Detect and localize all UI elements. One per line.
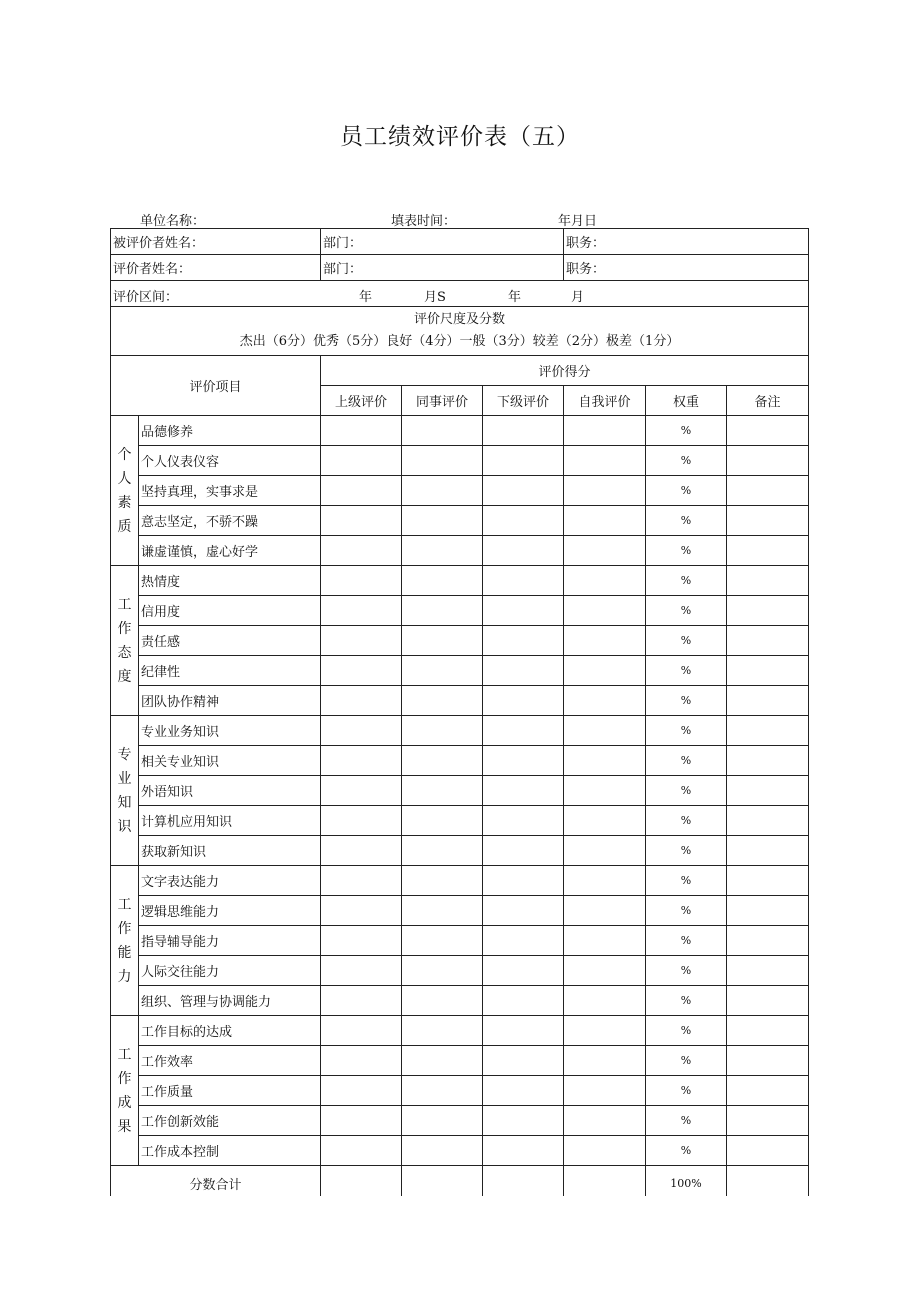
table-row — [111, 926, 809, 956]
self-score-cell[interactable] — [564, 506, 646, 536]
self-score-cell[interactable] — [564, 956, 646, 986]
subordinate-score-cell[interactable] — [483, 836, 564, 866]
peer-score-cell[interactable] — [402, 836, 483, 866]
peer-score-cell[interactable] — [402, 1136, 483, 1166]
column-header-row-1 — [111, 356, 809, 386]
table-row — [111, 596, 809, 626]
position-label-2[interactable]: 职务： — [564, 255, 809, 281]
table-row — [111, 446, 809, 476]
category-char: 个 — [117, 446, 132, 463]
remark-cell[interactable] — [727, 506, 809, 536]
self-score-cell[interactable] — [564, 566, 646, 596]
item-label: 工作质量 — [139, 1076, 321, 1106]
remark-header: 备注 — [727, 386, 809, 416]
remark-cell[interactable] — [727, 776, 809, 806]
remark-cell[interactable] — [727, 1046, 809, 1076]
weight-cell[interactable]: % — [646, 836, 727, 866]
score-group-header: 评价得分 — [321, 356, 809, 386]
self-score-cell[interactable] — [564, 656, 646, 686]
category-char: 工 — [117, 1046, 132, 1063]
superior-score-cell[interactable] — [321, 956, 402, 986]
item-label: 意志坚定，不骄不躁 — [139, 506, 321, 536]
peer-header: 同事评价 — [402, 386, 483, 416]
peer-score-cell[interactable] — [402, 716, 483, 746]
subordinate-score-cell[interactable] — [483, 866, 564, 896]
self-score-cell[interactable] — [564, 1106, 646, 1136]
self-score-cell[interactable] — [564, 536, 646, 566]
total-remark-cell[interactable] — [727, 1166, 809, 1196]
total-label: 分数合计 — [111, 1166, 321, 1196]
total-weight-cell: 100% — [646, 1166, 727, 1196]
self-score-cell[interactable] — [564, 1046, 646, 1076]
category-char: 果 — [117, 1118, 132, 1135]
item-label: 获取新知识 — [139, 836, 321, 866]
period-month-2: 月 — [571, 290, 585, 305]
category-char: 态 — [117, 644, 132, 661]
peer-score-cell[interactable] — [402, 416, 483, 446]
period-label: 评价区间： — [113, 290, 179, 305]
item-label: 个人仪表仪容 — [139, 446, 321, 476]
subordinate-score-cell[interactable] — [483, 566, 564, 596]
category-label — [111, 866, 139, 1016]
weight-cell[interactable]: % — [646, 626, 727, 656]
weight-cell[interactable]: % — [646, 686, 727, 716]
weight-cell[interactable]: % — [646, 506, 727, 536]
period-cell[interactable] — [111, 281, 809, 307]
self-score-cell[interactable] — [564, 716, 646, 746]
remark-cell[interactable] — [727, 1076, 809, 1106]
remark-cell[interactable] — [727, 416, 809, 446]
item-label: 组织、管理与协调能力 — [139, 986, 321, 1016]
subordinate-score-cell[interactable] — [483, 656, 564, 686]
scale-row — [111, 307, 809, 356]
weight-cell[interactable]: % — [646, 956, 727, 986]
subordinate-score-cell[interactable] — [483, 896, 564, 926]
dept-label[interactable]: 部门： — [321, 229, 564, 255]
item-label: 坚持真理，实事求是 — [139, 476, 321, 506]
category-char: 作 — [117, 620, 132, 637]
weight-cell[interactable]: % — [646, 596, 727, 626]
self-score-cell[interactable] — [564, 776, 646, 806]
weight-cell[interactable]: % — [646, 776, 727, 806]
table-row — [111, 1106, 809, 1136]
evaluator-row — [111, 255, 809, 281]
subordinate-score-cell[interactable] — [483, 1046, 564, 1076]
table-row — [111, 686, 809, 716]
table-row — [111, 956, 809, 986]
self-score-cell[interactable] — [564, 896, 646, 926]
superior-score-cell[interactable] — [321, 716, 402, 746]
category-label — [111, 566, 139, 716]
superior-score-cell[interactable] — [321, 926, 402, 956]
peer-total-cell[interactable] — [402, 1166, 483, 1196]
period-year-1: 年 — [359, 290, 373, 305]
superior-score-cell[interactable] — [321, 1016, 402, 1046]
remark-cell[interactable] — [727, 656, 809, 686]
subordinate-header: 下级评价 — [483, 386, 564, 416]
peer-score-cell[interactable] — [402, 986, 483, 1016]
subordinate-score-cell[interactable] — [483, 986, 564, 1016]
subordinate-score-cell[interactable] — [483, 536, 564, 566]
position-label[interactable]: 职务： — [564, 229, 809, 255]
category-char: 力 — [117, 968, 132, 985]
peer-score-cell[interactable] — [402, 566, 483, 596]
scale-levels: 杰出（6分）优秀（5分）良好（4分）一般（3分）较差（2分）极差（1分） — [239, 334, 680, 349]
dept-label-2[interactable]: 部门： — [321, 255, 564, 281]
category-char: 素 — [117, 494, 132, 511]
self-score-cell[interactable] — [564, 986, 646, 1016]
remark-cell[interactable] — [727, 986, 809, 1016]
evaluatee-label[interactable]: 被评价者姓名： — [111, 229, 321, 255]
item-label: 热情度 — [139, 566, 321, 596]
weight-cell[interactable]: % — [646, 986, 727, 1016]
evaluator-label[interactable]: 评价者姓名： — [111, 255, 321, 281]
self-score-cell[interactable] — [564, 476, 646, 506]
remark-cell[interactable] — [727, 836, 809, 866]
self-score-cell[interactable] — [564, 626, 646, 656]
category-char: 识 — [117, 818, 132, 835]
table-row — [111, 1016, 809, 1046]
period-row — [111, 281, 809, 307]
superior-score-cell[interactable] — [321, 656, 402, 686]
peer-score-cell[interactable] — [402, 926, 483, 956]
superior-score-cell[interactable] — [321, 776, 402, 806]
superior-score-cell[interactable] — [321, 536, 402, 566]
table-row — [111, 1136, 809, 1166]
remark-cell[interactable] — [727, 896, 809, 926]
peer-score-cell[interactable] — [402, 956, 483, 986]
peer-score-cell[interactable] — [402, 656, 483, 686]
header-line — [110, 210, 810, 228]
item-label: 工作成本控制 — [139, 1136, 321, 1166]
remark-cell[interactable] — [727, 476, 809, 506]
remark-cell[interactable] — [727, 626, 809, 656]
remark-cell[interactable] — [727, 746, 809, 776]
self-score-cell[interactable] — [564, 806, 646, 836]
item-label: 品德修养 — [139, 416, 321, 446]
remark-cell[interactable] — [727, 686, 809, 716]
remark-cell[interactable] — [727, 866, 809, 896]
item-label: 计算机应用知识 — [139, 806, 321, 836]
peer-score-cell[interactable] — [402, 506, 483, 536]
total-row — [111, 1166, 809, 1196]
scale-title: 评价尺度及分数 — [414, 312, 506, 327]
peer-score-cell[interactable] — [402, 1106, 483, 1136]
subordinate-score-cell[interactable] — [483, 1016, 564, 1046]
remark-cell[interactable] — [727, 1106, 809, 1136]
evaluatee-row — [111, 229, 809, 255]
item-label: 人际交往能力 — [139, 956, 321, 986]
weight-cell[interactable]: % — [646, 446, 727, 476]
item-label: 工作效率 — [139, 1046, 321, 1076]
remark-cell[interactable] — [727, 1136, 809, 1166]
weight-cell[interactable]: % — [646, 566, 727, 596]
superior-score-cell[interactable] — [321, 1046, 402, 1076]
item-label: 指导辅导能力 — [139, 926, 321, 956]
peer-score-cell[interactable] — [402, 626, 483, 656]
weight-cell[interactable]: % — [646, 1016, 727, 1046]
superior-score-cell[interactable] — [321, 1076, 402, 1106]
peer-score-cell[interactable] — [402, 896, 483, 926]
subordinate-score-cell[interactable] — [483, 776, 564, 806]
item-label: 信用度 — [139, 596, 321, 626]
weight-cell[interactable]: % — [646, 716, 727, 746]
item-label: 工作创新效能 — [139, 1106, 321, 1136]
item-label: 外语知识 — [139, 776, 321, 806]
item-label: 团队协作精神 — [139, 686, 321, 716]
superior-score-cell[interactable] — [321, 1136, 402, 1166]
weight-cell[interactable]: % — [646, 746, 727, 776]
table-row — [111, 566, 809, 596]
remark-cell[interactable] — [727, 926, 809, 956]
weight-cell[interactable]: % — [646, 1136, 727, 1166]
self-score-cell[interactable] — [564, 926, 646, 956]
peer-score-cell[interactable] — [402, 1046, 483, 1076]
superior-score-cell[interactable] — [321, 986, 402, 1016]
self-score-cell[interactable] — [564, 416, 646, 446]
fill-time-label: 填表时间： — [391, 214, 457, 229]
category-char: 作 — [117, 920, 132, 937]
remark-cell[interactable] — [727, 716, 809, 746]
superior-total-cell[interactable] — [321, 1166, 402, 1196]
weight-header: 权重 — [646, 386, 727, 416]
item-label: 逻辑思维能力 — [139, 896, 321, 926]
table-row — [111, 866, 809, 896]
subordinate-score-cell[interactable] — [483, 956, 564, 986]
category-char: 成 — [117, 1094, 132, 1111]
self-score-cell[interactable] — [564, 836, 646, 866]
table-row — [111, 986, 809, 1016]
category-char: 作 — [117, 1070, 132, 1087]
category-label — [111, 1016, 139, 1166]
subordinate-score-cell[interactable] — [483, 1076, 564, 1106]
remark-cell[interactable] — [727, 566, 809, 596]
self-total-cell[interactable] — [564, 1166, 646, 1196]
peer-score-cell[interactable] — [402, 746, 483, 776]
weight-cell[interactable]: % — [646, 926, 727, 956]
scale-cell — [111, 307, 809, 356]
category-char: 工 — [117, 596, 132, 613]
item-label: 文字表达能力 — [139, 866, 321, 896]
self-score-cell[interactable] — [564, 446, 646, 476]
subordinate-score-cell[interactable] — [483, 506, 564, 536]
subordinate-score-cell[interactable] — [483, 686, 564, 716]
subordinate-score-cell[interactable] — [483, 716, 564, 746]
table-row — [111, 416, 809, 446]
remark-cell[interactable] — [727, 806, 809, 836]
superior-score-cell[interactable] — [321, 746, 402, 776]
category-char: 工 — [117, 896, 132, 913]
peer-score-cell[interactable] — [402, 686, 483, 716]
weight-cell[interactable]: % — [646, 536, 727, 566]
table-row — [111, 836, 809, 866]
peer-score-cell[interactable] — [402, 776, 483, 806]
weight-cell[interactable]: % — [646, 1106, 727, 1136]
self-header: 自我评价 — [564, 386, 646, 416]
period-month-1: 月S — [424, 290, 446, 305]
superior-score-cell[interactable] — [321, 866, 402, 896]
category-char: 能 — [117, 944, 132, 961]
peer-score-cell[interactable] — [402, 1076, 483, 1106]
category-char: 度 — [117, 668, 132, 685]
category-label — [111, 716, 139, 866]
subordinate-score-cell[interactable] — [483, 1136, 564, 1166]
category-char: 质 — [117, 518, 132, 535]
peer-score-cell[interactable] — [402, 806, 483, 836]
self-score-cell[interactable] — [564, 1016, 646, 1046]
superior-score-cell[interactable] — [321, 686, 402, 716]
category-char: 人 — [117, 470, 132, 487]
subordinate-score-cell[interactable] — [483, 926, 564, 956]
category-char: 业 — [117, 770, 132, 787]
superior-score-cell[interactable] — [321, 626, 402, 656]
subordinate-score-cell[interactable] — [483, 1106, 564, 1136]
table-row — [111, 656, 809, 686]
peer-score-cell[interactable] — [402, 446, 483, 476]
table-row — [111, 806, 809, 836]
item-label: 谦虚谨慎，虚心好学 — [139, 536, 321, 566]
table-row — [111, 626, 809, 656]
peer-score-cell[interactable] — [402, 476, 483, 506]
self-score-cell[interactable] — [564, 686, 646, 716]
superior-score-cell[interactable] — [321, 836, 402, 866]
superior-score-cell[interactable] — [321, 896, 402, 926]
table-row — [111, 896, 809, 926]
table-row — [111, 1046, 809, 1076]
remark-cell[interactable] — [727, 596, 809, 626]
table-row — [111, 476, 809, 506]
subordinate-score-cell[interactable] — [483, 626, 564, 656]
table-row — [111, 776, 809, 806]
superior-score-cell[interactable] — [321, 1106, 402, 1136]
weight-cell[interactable]: % — [646, 896, 727, 926]
subordinate-score-cell[interactable] — [483, 446, 564, 476]
category-char: 知 — [117, 794, 132, 811]
period-year-2: 年 — [508, 290, 522, 305]
superior-score-cell[interactable] — [321, 446, 402, 476]
peer-score-cell[interactable] — [402, 536, 483, 566]
weight-cell[interactable]: % — [646, 476, 727, 506]
subordinate-score-cell[interactable] — [483, 596, 564, 626]
table-row — [111, 716, 809, 746]
superior-score-cell[interactable] — [321, 416, 402, 446]
unit-label: 单位名称： — [140, 214, 206, 229]
table-row — [111, 1076, 809, 1106]
table-row — [111, 506, 809, 536]
superior-score-cell[interactable] — [321, 566, 402, 596]
superior-score-cell[interactable] — [321, 806, 402, 836]
self-score-cell[interactable] — [564, 1076, 646, 1106]
category-label — [111, 416, 139, 566]
self-score-cell[interactable] — [564, 746, 646, 776]
item-label: 纪律性 — [139, 656, 321, 686]
peer-score-cell[interactable] — [402, 1016, 483, 1046]
subordinate-score-cell[interactable] — [483, 746, 564, 776]
superior-score-cell[interactable] — [321, 506, 402, 536]
remark-cell[interactable] — [727, 446, 809, 476]
remark-cell[interactable] — [727, 536, 809, 566]
self-score-cell[interactable] — [564, 1136, 646, 1166]
item-label: 相关专业知识 — [139, 746, 321, 776]
weight-cell[interactable]: % — [646, 416, 727, 446]
weight-cell[interactable]: % — [646, 1046, 727, 1076]
page-title: 员工绩效评价表（五） — [340, 124, 580, 150]
peer-score-cell[interactable] — [402, 866, 483, 896]
item-label: 工作目标的达成 — [139, 1016, 321, 1046]
weight-cell[interactable]: % — [646, 806, 727, 836]
table-row — [111, 746, 809, 776]
weight-cell[interactable]: % — [646, 866, 727, 896]
superior-header: 上级评价 — [321, 386, 402, 416]
self-score-cell[interactable] — [564, 866, 646, 896]
subordinate-score-cell[interactable] — [483, 806, 564, 836]
date-label: 年月日 — [558, 214, 598, 229]
subordinate-score-cell[interactable] — [483, 416, 564, 446]
item-label: 责任感 — [139, 626, 321, 656]
weight-cell[interactable]: % — [646, 656, 727, 686]
evaluation-form — [110, 228, 809, 1196]
category-char: 专 — [117, 746, 132, 763]
remark-cell[interactable] — [727, 956, 809, 986]
item-header: 评价项目 — [111, 356, 321, 416]
peer-score-cell[interactable] — [402, 596, 483, 626]
superior-score-cell[interactable] — [321, 476, 402, 506]
item-label: 专业业务知识 — [139, 716, 321, 746]
remark-cell[interactable] — [727, 1016, 809, 1046]
subordinate-score-cell[interactable] — [483, 476, 564, 506]
self-score-cell[interactable] — [564, 596, 646, 626]
superior-score-cell[interactable] — [321, 596, 402, 626]
weight-cell[interactable]: % — [646, 1076, 727, 1106]
table-row — [111, 536, 809, 566]
subordinate-total-cell[interactable] — [483, 1166, 564, 1196]
